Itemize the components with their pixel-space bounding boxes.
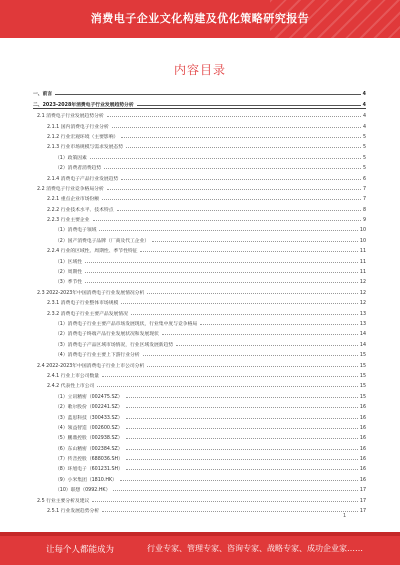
page-marker: 1 (343, 513, 347, 519)
toc-entry-page: 5 (362, 155, 366, 161)
toc-entry-label: 2.4 2022-2023年中国消费电子行业上市公司分析 (37, 363, 145, 369)
toc-entry-page: 16 (359, 446, 366, 452)
toc-entry-label: （7）传音控股（688036.SH） (55, 457, 123, 463)
toc-leader-dots (85, 282, 358, 283)
toc-entry[interactable] (33, 493, 366, 503)
toc-leader-dots (200, 324, 358, 325)
toc-entry-page: 4 (362, 92, 366, 98)
toc-leader-dots (97, 386, 358, 387)
toc-entry-label: 2.2.4 行业的区域性、周期性、季节性特征 (47, 249, 138, 255)
toc-entry-page: 15 (359, 384, 366, 390)
toc-leader-dots (126, 407, 358, 408)
toc-entry-label: （1）政策因素 (55, 155, 87, 161)
toc-entry[interactable] (33, 483, 366, 493)
toc-entry-label: （2）国产消费电子品牌（厂商及代工企业） (55, 238, 150, 244)
toc-entry-label: （1）消费电子领域 (55, 228, 97, 234)
toc-entry[interactable] (33, 254, 366, 264)
toc-entry[interactable] (33, 275, 366, 285)
toc-leader-dots (126, 397, 358, 398)
toc-entry-label: （1）区域性 (55, 259, 83, 265)
toc-entry-page: 12 (359, 280, 366, 286)
toc-entry-label: 2.1.1 国内消费电子行业分析 (47, 124, 109, 130)
toc-entry-label: 二、2023-2028年消费电子行业发展趋势分析 (33, 102, 134, 108)
toc-leader-dots (121, 179, 361, 180)
toc-leader-dots (112, 127, 361, 128)
toc-entry-label: （2）消费者消费趋势 (55, 166, 102, 172)
toc-entry[interactable] (33, 431, 366, 441)
toc-leader-dots (121, 137, 361, 138)
toc-entry[interactable] (33, 223, 366, 233)
toc-entry[interactable] (33, 109, 366, 119)
toc-entry-label: 2.5 行业主要分析及建议 (37, 498, 90, 504)
toc-entry-label: （10）联想（0992.HK） (55, 488, 111, 494)
toc-entry-page: 10 (359, 228, 366, 234)
toc-leader-dots (113, 490, 358, 491)
toc-entry-page: 4 (362, 102, 366, 108)
toc-entry[interactable] (33, 150, 366, 160)
toc-entry-page: 11 (359, 259, 366, 265)
toc-entry[interactable] (33, 296, 366, 306)
toc-entry[interactable] (33, 213, 366, 223)
toc-entry[interactable] (33, 504, 366, 514)
toc-entry-label: （3）季节性 (55, 280, 83, 286)
toc-entry-label: （4）消费电子行业主要上下游行业分析 (55, 353, 140, 359)
toc-leader-dots (162, 334, 358, 335)
toc-entry-page: 16 (359, 436, 366, 442)
toc-entry-page: 16 (359, 415, 366, 421)
toc-entry-label: 2.2.2 行业技术水平、技术特点 (47, 207, 114, 213)
toc-entry-page: 13 (359, 311, 366, 317)
toc-entry-page: 5 (362, 145, 366, 151)
toc-entry-label: （8）环旭电子（601231.SH） (55, 467, 123, 473)
toc-entry-label: （2）消费电子终端产品行业发展状况和发展现状 (55, 332, 159, 338)
toc-entry-page: 13 (359, 321, 366, 327)
toc-entry[interactable] (33, 358, 366, 368)
toc-leader-dots (126, 469, 358, 470)
toc-leader-dots (85, 272, 358, 273)
toc-leader-dots (147, 293, 358, 294)
toc-entry[interactable] (33, 97, 366, 108)
toc-entry-page: 15 (359, 353, 366, 359)
toc-entry-label: （2）周期性 (55, 270, 83, 276)
toc-leader-dots (102, 199, 361, 200)
toc-entry-page: 16 (359, 425, 366, 431)
toc-entry[interactable] (33, 244, 366, 254)
toc-leader-dots (120, 480, 358, 481)
toc-entry[interactable] (33, 421, 366, 431)
toc-leader-dots (152, 241, 358, 242)
toc-entry-label: 2.2 消费电子行业竞争格局分析 (37, 186, 104, 192)
header-band (0, 0, 400, 38)
toc-entry[interactable] (33, 202, 366, 212)
toc-entry[interactable] (33, 130, 366, 140)
toc-entry-page: 12 (359, 290, 366, 296)
toc-leader-dots (140, 251, 357, 252)
toc-leader-dots (102, 376, 358, 377)
toc-entry-page: 14 (359, 342, 366, 348)
toc-entry[interactable] (33, 317, 366, 327)
toc-entry-label: 2.2.3 行业主要企业 (47, 218, 90, 224)
toc-entry-label: 2.1.4 消费电子产品行业发展趋势 (47, 176, 119, 182)
toc-entry[interactable] (33, 441, 366, 451)
toc-leader-dots (121, 303, 358, 304)
report-title: 消费电子企业文化构建及优化策略研究报告 (90, 12, 310, 25)
toc-entry-page: 17 (359, 498, 366, 504)
toc-entry[interactable] (33, 140, 366, 150)
toc-entry-page: 17 (359, 509, 366, 515)
toc-entry-label: 一、前言 (33, 92, 53, 98)
toc-entry-label: 2.3.2 消费电子行业主要产品发展情况 (47, 311, 128, 317)
toc-entry[interactable] (33, 192, 366, 202)
toc-leader-dots (104, 168, 361, 169)
toc-entry-page: 15 (359, 373, 366, 379)
toc-entry-page: 7 (362, 197, 366, 203)
toc-entry-label: 2.5.1 行业发展趋势分析 (47, 509, 100, 515)
toc-entry-page: 5 (362, 134, 366, 140)
toc-entry[interactable] (33, 410, 366, 420)
toc-entry[interactable] (33, 452, 366, 462)
toc-entry-page: 11 (359, 270, 366, 276)
toc-leader-dots (126, 459, 358, 460)
toc-entry[interactable] (33, 119, 366, 129)
toc-entry[interactable] (33, 161, 366, 171)
toc-entry-label: （5）鹏鼎控股（002938.SZ） (55, 436, 123, 442)
toc-entry-label: （3）蓝思科技（300433.SZ） (55, 415, 123, 421)
toc-entry[interactable] (33, 389, 366, 399)
toc-leader-dots (92, 501, 358, 502)
toc-entry[interactable] (33, 171, 366, 181)
toc-heading: 内容目录 (173, 63, 226, 77)
toc-entry[interactable] (33, 462, 366, 472)
toc-entry-label: 2.4.2 代表性上市公司 (47, 384, 95, 390)
toc-entry[interactable] (33, 369, 366, 379)
toc-entry[interactable] (33, 265, 366, 275)
toc-entry-label: 2.3 2022-2023年中国消费电子行业发展情况分析 (37, 290, 145, 296)
toc-entry[interactable] (33, 379, 366, 389)
toc-entry-label: 2.4.1 行业上市公司数量 (47, 373, 100, 379)
footer-roles: 行业专家、管理专家、咨询专家、战略专家、成功企业家…… (147, 544, 363, 553)
table-of-contents (33, 87, 366, 514)
toc-leader-dots (107, 189, 361, 190)
toc-leader-dots (143, 355, 358, 356)
toc-entry-label: （6）东山精密（002384.SZ） (55, 446, 123, 452)
toc-leader-dots (126, 438, 358, 439)
toc-entry-page: 16 (359, 457, 366, 463)
toc-entry-page: 14 (359, 332, 366, 338)
toc-entry-page: 15 (359, 363, 366, 369)
toc-entry[interactable] (33, 400, 366, 410)
toc-entry-page: 4 (362, 114, 366, 120)
toc-entry-page: 16 (359, 467, 366, 473)
toc-entry-page: 5 (362, 166, 366, 172)
toc-leader-dots (126, 428, 358, 429)
toc-leader-dots (147, 366, 358, 367)
footer-band (0, 532, 400, 565)
toc-entry-page: 6 (362, 176, 366, 182)
toc-entry[interactable] (33, 87, 366, 97)
toc-entry-label: 2.3.1 消费电子行业整体市场规模 (47, 301, 119, 307)
toc-entry-label: 2.2.1 重点企业市场份额 (47, 197, 100, 203)
toc-entry-label: （9）小米集团（1810.HK） (55, 477, 117, 483)
toc-entry-label: （3）消费电子产品区域市场情况，行业区域发展新趋势 (55, 342, 174, 348)
toc-entry-page: 17 (359, 488, 366, 494)
toc-entry-page: 16 (359, 405, 366, 411)
toc-entry[interactable] (33, 472, 366, 482)
toc-entry-page: 10 (359, 238, 366, 244)
toc-entry-label: （4）领益智造（002600.SZ） (55, 425, 123, 431)
toc-leader-dots (102, 511, 358, 512)
toc-entry-page: 4 (362, 124, 366, 130)
toc-entry[interactable] (33, 233, 366, 243)
toc-entry-label: 2.1.2 行业宏观环境（主要影响） (47, 134, 119, 140)
toc-entry[interactable] (33, 285, 366, 295)
toc-leader-dots (117, 210, 361, 211)
toc-entry[interactable] (33, 348, 366, 358)
toc-entry-page: 16 (359, 477, 366, 483)
toc-leader-dots (55, 94, 360, 95)
toc-leader-dots (126, 418, 358, 419)
toc-entry-page: 9 (362, 218, 366, 224)
toc-entry[interactable] (33, 306, 366, 316)
footer-slogan: 让每个人都能成为 (46, 545, 115, 555)
toc-leader-dots (85, 262, 358, 263)
toc-leader-dots (137, 105, 361, 106)
toc-entry-page: 7 (362, 186, 366, 192)
toc-entry[interactable] (33, 182, 366, 192)
toc-entry-label: （2）歌尔股份（002241.SZ） (55, 405, 123, 411)
toc-leader-dots (93, 220, 361, 221)
toc-leader-dots (131, 314, 358, 315)
toc-leader-dots (126, 449, 358, 450)
toc-entry[interactable] (33, 337, 366, 347)
toc-entry[interactable] (33, 327, 366, 337)
toc-leader-dots (90, 158, 361, 159)
toc-entry-label: （1）消费电子行业主要产品市场发展现状，行业集中度与竞争格局 (55, 321, 198, 327)
toc-entry-label: 2.1 消费电子行业发展趋势分析 (37, 114, 104, 120)
toc-entry-page: 15 (359, 394, 366, 400)
footer-strip (0, 532, 400, 536)
toc-leader-dots (99, 230, 357, 231)
toc-entry-page: 12 (359, 301, 366, 307)
toc-leader-dots (176, 345, 358, 346)
toc-entry-label: （1）立讯精密（002475.SZ） (55, 394, 123, 400)
toc-entry-page: 11 (359, 249, 366, 255)
toc-leader-dots (107, 116, 361, 117)
toc-entry-page: 8 (362, 207, 366, 213)
toc-leader-dots (126, 147, 361, 148)
toc-entry-label: 2.1.3 行业市场规模与需求发展态势 (47, 145, 124, 151)
